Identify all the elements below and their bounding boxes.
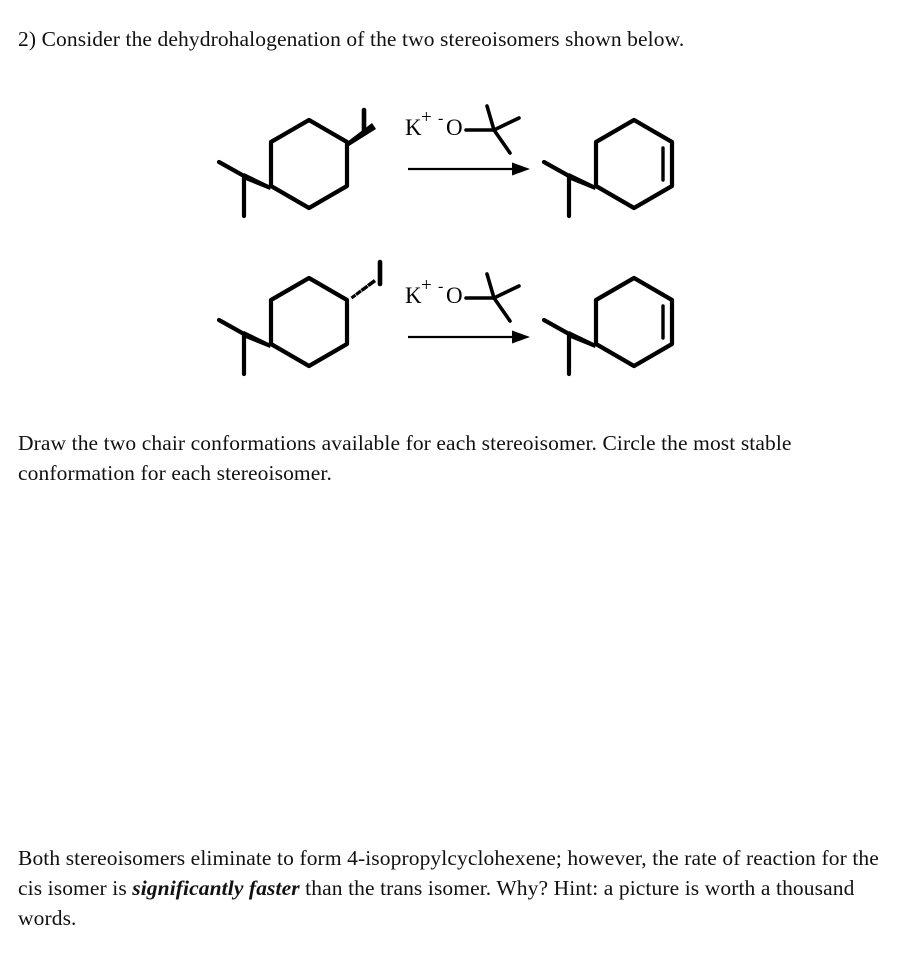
reaction-arrow-trans [408, 331, 530, 344]
hashed-wedge-to-iodine-trans [352, 281, 376, 298]
bold-wedge-to-iodine-cis [347, 123, 376, 146]
svg-text:K: K [405, 115, 422, 140]
svg-text:-: - [438, 110, 444, 127]
tert-butyl-group-trans [466, 274, 519, 321]
cyclohexane-ring-trans-reactant [271, 278, 347, 366]
cyclohexene-ring-trans-product [596, 278, 672, 366]
reaction-scheme-cis [0, 92, 900, 222]
tert-butyl-group-cis [466, 106, 519, 153]
explanation-text [18, 843, 882, 933]
svg-text:+: + [421, 275, 432, 296]
svg-text:+: + [421, 107, 432, 128]
svg-text:K: K [405, 283, 422, 308]
svg-text:O: O [446, 115, 463, 140]
reaction-scheme-trans [0, 250, 900, 380]
cyclohexane-ring-cis-reactant [271, 120, 347, 208]
isopropyl-group-trans-product [544, 320, 569, 374]
svg-text:-: - [438, 278, 444, 295]
instruction-text: Draw the two chair conformations available for each stereoisomer. Circle the most stable conformation for each stereoisomer. [18, 431, 792, 485]
reagent-label-cis [404, 107, 463, 222]
reagent-label-trans [404, 275, 463, 380]
explanation-part-1: Both stereoisomers eliminate to form 4-isopropylcyclohexene; however, the rate of reaction for the cis isomer is [18, 846, 879, 900]
bold-wedge-to-isopropyl-trans [243, 331, 271, 348]
question-prompt: 2) Consider the dehydrohalogenation of the two stereoisomers shown below. [18, 27, 685, 51]
isopropyl-group-cis-reactant [219, 162, 244, 216]
isopropyl-group-trans-reactant [219, 320, 244, 374]
reaction-arrow-cis [408, 163, 530, 176]
answer-workspace [18, 500, 882, 820]
explanation-part-2: than the trans isomer. Why? Hint: a picture is worth a thousand words. [18, 876, 855, 930]
isopropyl-group-cis-product [544, 162, 569, 216]
bold-wedge-to-isopropyl-cis [243, 173, 271, 190]
bold-wedge-to-isopropyl-cis-product [568, 173, 596, 190]
cyclohexene-ring-cis-product [596, 120, 672, 208]
bold-wedge-to-isopropyl-trans-product [568, 331, 596, 348]
svg-text:O: O [446, 283, 463, 308]
explanation-emphasis: significantly faster [132, 876, 300, 900]
